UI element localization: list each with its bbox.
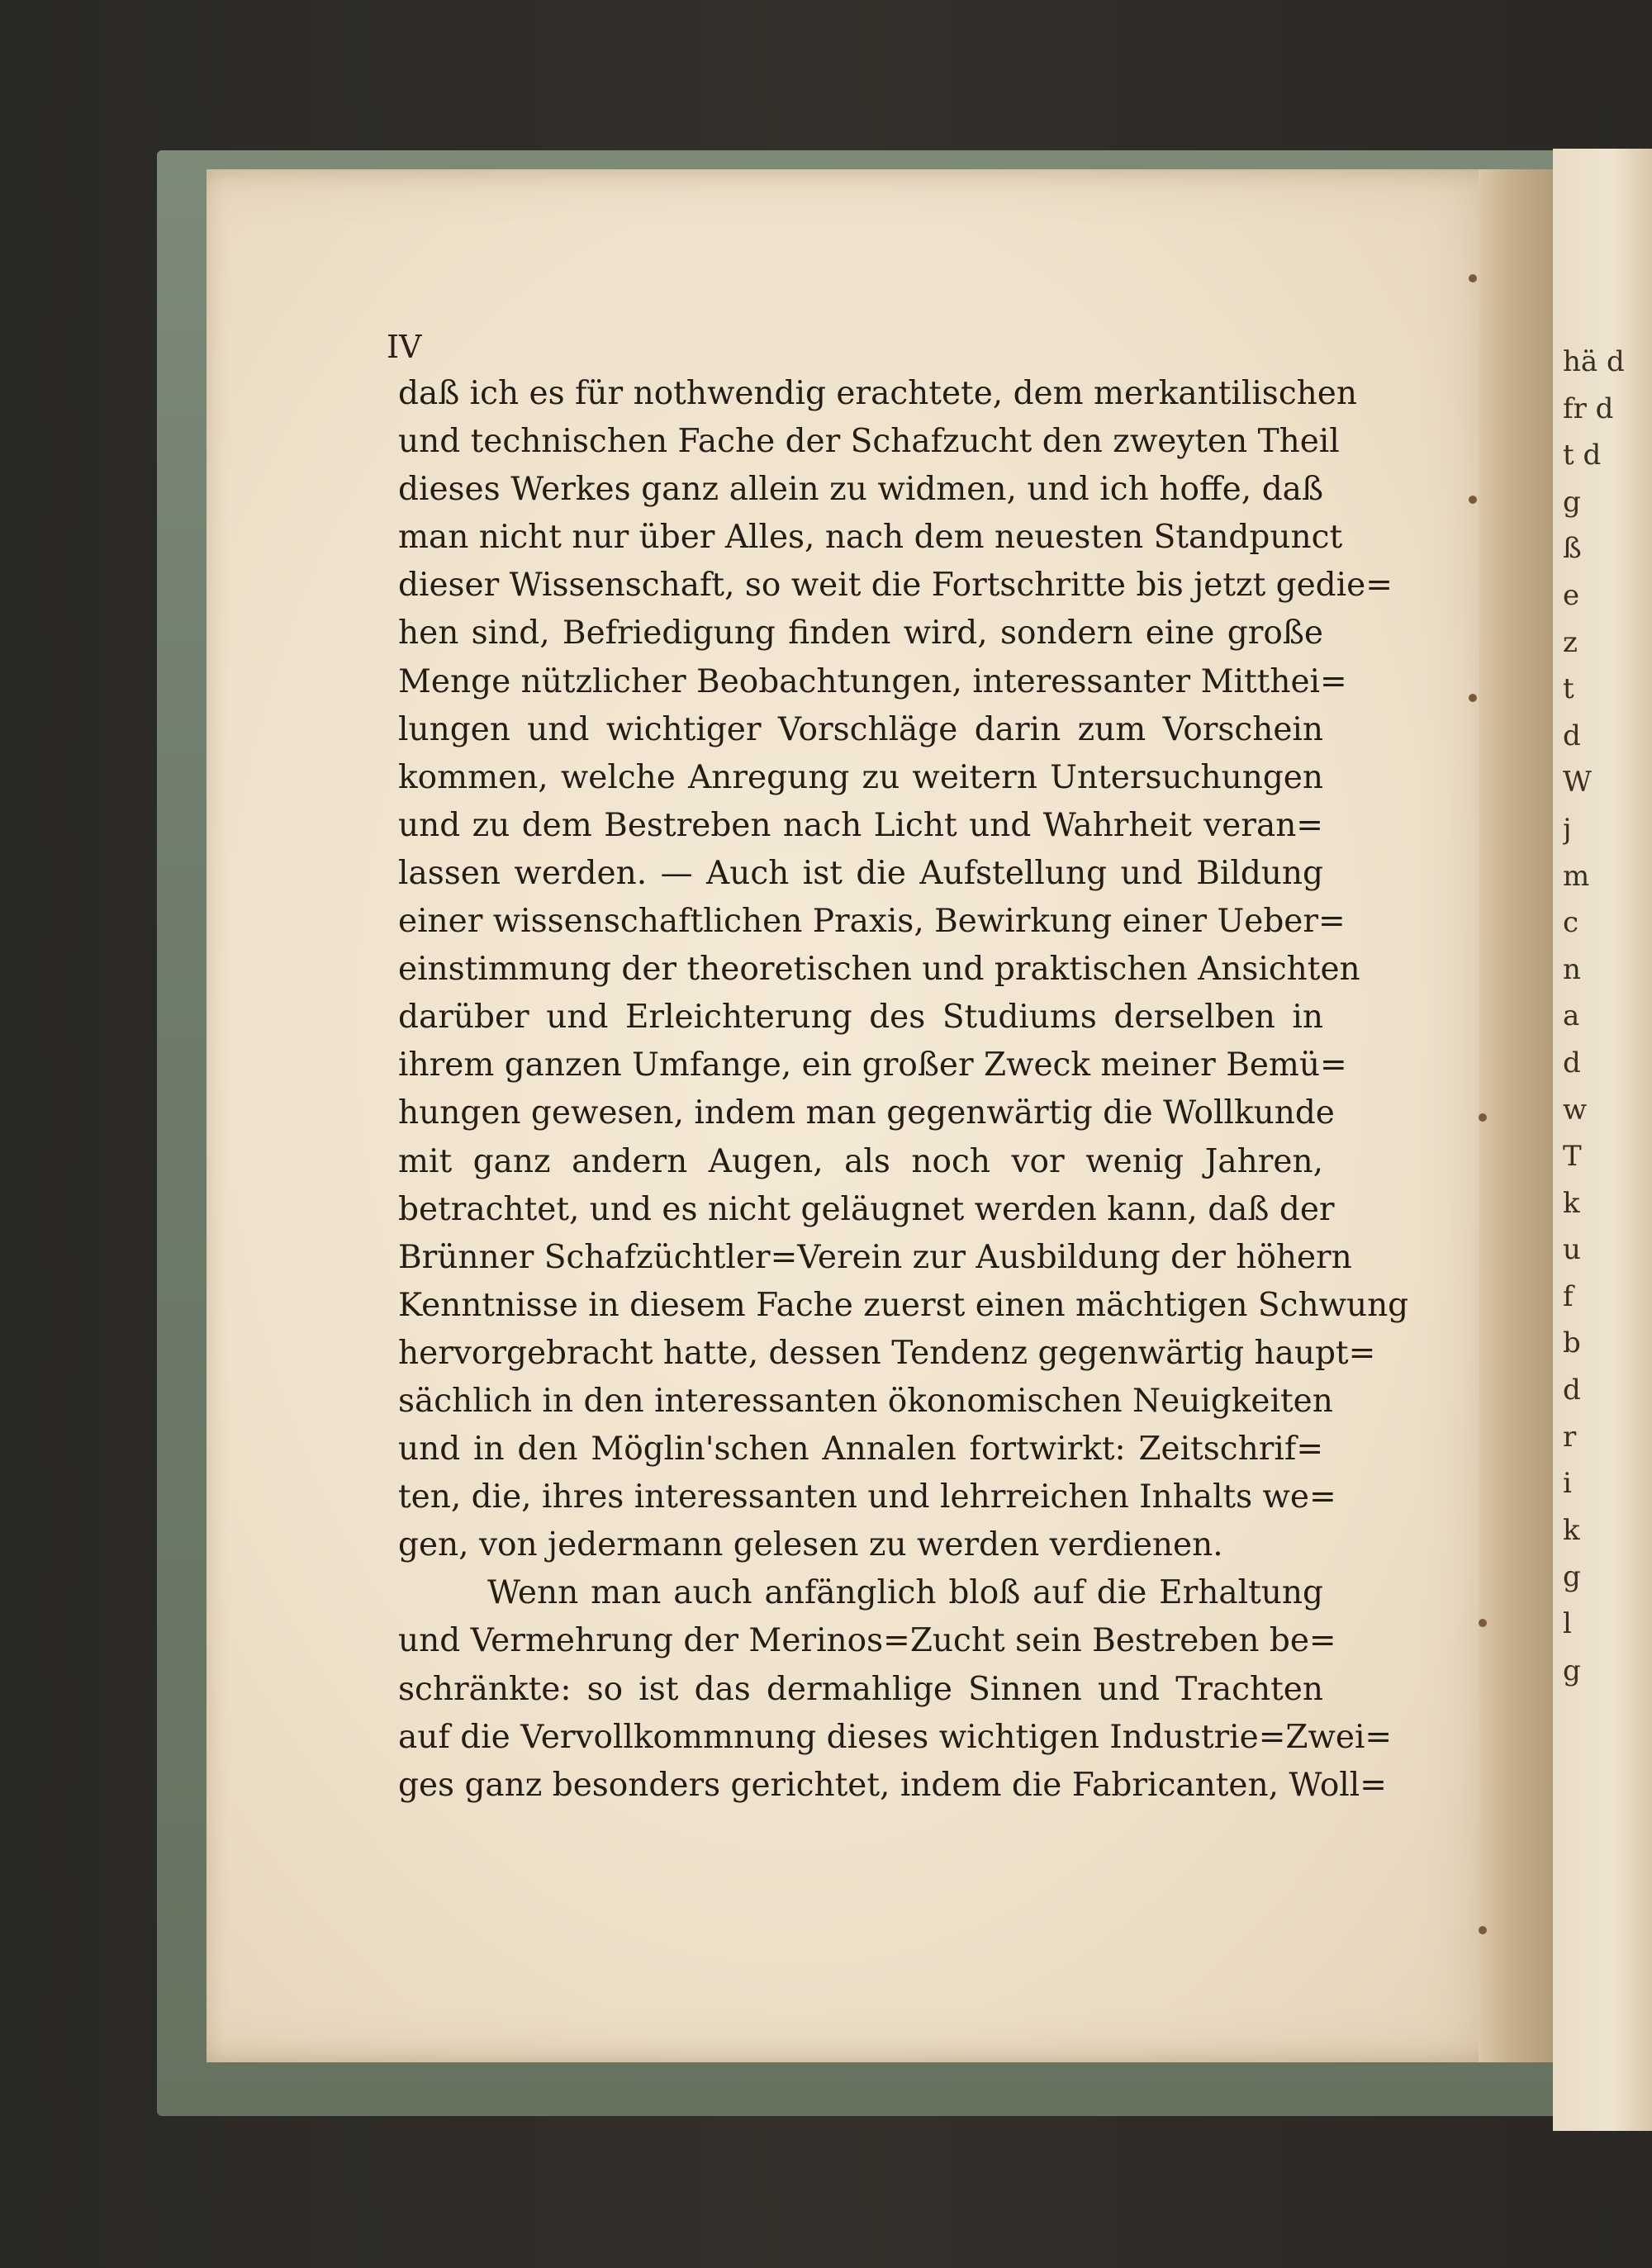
text-line: lungen und wichtiger Vorschläge darin zum Vorschein xyxy=(398,710,1323,748)
text-line: hervorgebracht hatte, dessen Tendenz gegenwärtig haupt= xyxy=(398,1334,1376,1372)
text-line: hen sind, Befriedigung finden wird, sondern eine große xyxy=(398,614,1323,652)
text-line: und Vermehrung der Merinos=Zucht sein Bestreben be= xyxy=(398,1622,1336,1660)
text-line: man nicht nur über Alles, nach dem neuesten Standpunct xyxy=(398,519,1343,557)
text-line: und in den Möglin'schen Annalen fortwirkt: Zeitschrif= xyxy=(398,1431,1323,1469)
text-line: und zu dem Bestreben nach Licht und Wahrheit veran= xyxy=(398,806,1323,844)
text-line: lassen werden. — Auch ist die Aufstellung und Bildung xyxy=(398,854,1323,892)
text-line: mit ganz andern Augen, als noch vor wenig Jahren, xyxy=(398,1142,1323,1180)
text-line: Brünner Schafzüchtler=Verein zur Ausbildung der höhern xyxy=(398,1238,1352,1276)
page-number: IV xyxy=(387,329,422,365)
text-line: betrachtet, und es nicht geläugnet werden kann, daß der xyxy=(398,1190,1335,1228)
text-line: ten, die, ihres interessanten und lehrreichen Inhalts we= xyxy=(398,1478,1336,1516)
text-line: darüber und Erleichterung des Studiums derselben in xyxy=(398,999,1323,1037)
text-line: Kenntnisse in diesem Fache zuerst einen mächtigen Schwung xyxy=(398,1286,1409,1324)
text-line: Menge nützlicher Beobachtungen, interessanter Mitthei= xyxy=(398,662,1347,700)
text-line: daß ich es für nothwendig erachtete, dem merkantilischen xyxy=(398,375,1357,412)
text-line: schränkte: so ist das dermahlige Sinnen und Trachten xyxy=(398,1670,1323,1708)
binding-thread-mark xyxy=(1469,496,1477,504)
text-line: Wenn man auch anfänglich bloß auf die Erhaltung xyxy=(487,1574,1323,1612)
text-line: einstimmung der theoretischen und praktischen Ansichten xyxy=(398,951,1360,989)
facing-page-text: hä d fr d t d g ß e z t d W j m c n a d w T k u f b d r i k g l g xyxy=(1563,345,1625,1687)
page-body-text xyxy=(398,370,1409,1810)
binding-thread-mark xyxy=(1479,1926,1487,1934)
text-line: dieses Werkes ganz allein zu widmen, und ich hoffe, daß xyxy=(398,471,1323,509)
text-line: einer wissenschaftlichen Praxis, Bewirkung einer Ueber= xyxy=(398,903,1346,941)
text-line: sächlich in den interessanten ökonomischen Neuigkeiten xyxy=(398,1382,1333,1420)
text-line: hungen gewesen, indem man gegenwärtig die Wollkunde xyxy=(398,1094,1335,1132)
text-line: kommen, welche Anregung zu weitern Untersuchungen xyxy=(398,758,1323,796)
binding-thread-mark xyxy=(1479,1113,1487,1122)
text-line: dieser Wissenschaft, so weit die Fortschritte bis jetzt gedie= xyxy=(398,567,1393,605)
text-line: ihrem ganzen Umfange, ein großer Zweck meiner Bemü= xyxy=(398,1046,1347,1084)
text-line: auf die Vervollkommnung dieses wichtigen Industrie=Zwei= xyxy=(398,1718,1393,1756)
text-line: gen, von jedermann gelesen zu werden verdienen. xyxy=(398,1526,1223,1564)
book-gutter xyxy=(1479,169,1553,2062)
binding-thread-mark xyxy=(1469,694,1477,702)
text-line: ges ganz besonders gerichtet, indem die Fabricanten, Woll= xyxy=(398,1766,1387,1804)
text-line: und technischen Fache der Schafzucht den zweyten Theil xyxy=(398,423,1340,461)
binding-thread-mark xyxy=(1479,1619,1487,1627)
binding-thread-mark xyxy=(1469,274,1477,282)
